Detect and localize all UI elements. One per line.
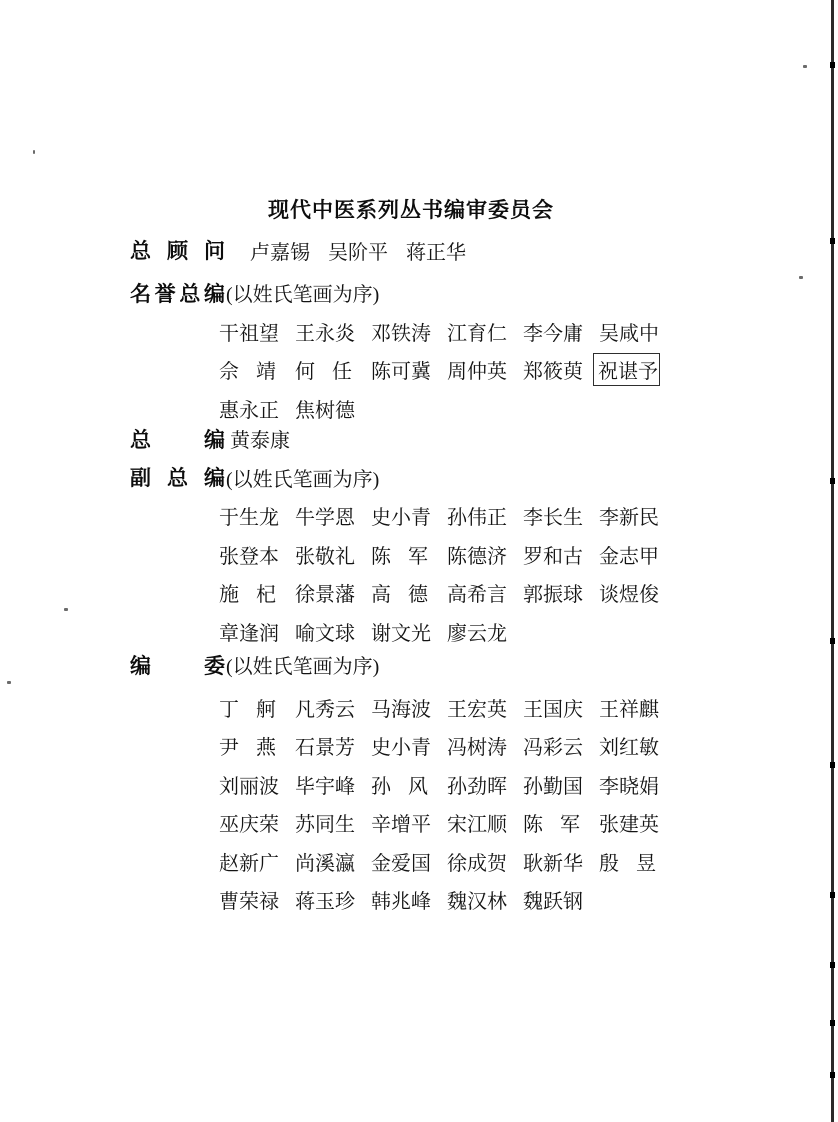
member-name: 郭 振 球 xyxy=(523,584,583,607)
member-name: 焦 树 德 xyxy=(295,399,355,422)
member-name: 徐 成 贺 xyxy=(447,852,507,875)
member-name: 施 杞 xyxy=(219,584,276,607)
section-honorary-chief-editors xyxy=(130,274,710,428)
scan-edge-line xyxy=(831,0,834,1122)
member-name: 李 今 庸 xyxy=(523,322,583,345)
name-row xyxy=(219,535,710,574)
member-name: 宋 江 顺 xyxy=(447,814,507,837)
member-name: 辛 增 平 xyxy=(371,814,431,837)
scan-edge-artifact xyxy=(830,478,835,484)
scan-edge-artifact xyxy=(830,962,835,968)
name-row xyxy=(219,351,710,390)
member-name: 于 生 龙 xyxy=(219,507,279,530)
member-name: 廖 云 龙 xyxy=(447,622,507,645)
member-name: 蒋 正 华 xyxy=(406,241,466,264)
member-name: 陈 可 冀 xyxy=(371,361,431,384)
member-name: 李 新 民 xyxy=(599,507,659,530)
sort-order-note: (以姓氏笔画为序) xyxy=(226,656,380,679)
member-name: 郑 筱 萸 xyxy=(523,361,583,384)
name-row xyxy=(219,804,710,843)
role-label-editorial-board: 编 委 xyxy=(130,654,225,678)
member-name: 黄 泰 康 xyxy=(230,430,290,453)
member-name: 王 永 炎 xyxy=(295,322,355,345)
member-name: 谈 煜 俊 xyxy=(599,584,659,607)
member-name: 江 育 仁 xyxy=(447,322,507,345)
section-head xyxy=(130,646,710,685)
section-head xyxy=(130,420,710,459)
name-row xyxy=(219,765,710,804)
member-name: 金 爱 国 xyxy=(371,852,431,875)
member-name: 凡 秀 云 xyxy=(295,698,355,721)
section-deputy-chief-editors xyxy=(130,458,710,651)
name-row xyxy=(250,236,484,265)
role-label-chief-editor: 总 编 xyxy=(130,428,225,452)
member-name: 李 长 生 xyxy=(523,507,583,530)
member-name: 罗 和 古 xyxy=(523,545,583,568)
member-name: 王 祥 麒 xyxy=(599,698,659,721)
member-name: 张 建 英 xyxy=(599,814,659,837)
member-name: 蒋 玉 珍 xyxy=(295,891,355,914)
name-row xyxy=(219,688,710,727)
scan-speck xyxy=(64,608,68,611)
member-name: 牛 学 恩 xyxy=(295,507,355,530)
member-name: 刘 丽 波 xyxy=(219,775,279,798)
member-name: 吴 咸 中 xyxy=(599,322,659,345)
scan-edge-artifact xyxy=(830,238,835,244)
section-head xyxy=(130,231,710,270)
member-name: 王 宏 英 xyxy=(447,698,507,721)
member-name: 章 逢 润 xyxy=(219,622,279,645)
member-name: 殷 昱 xyxy=(599,852,656,875)
section-chief-editor xyxy=(130,420,710,459)
member-name: 魏 汉 林 xyxy=(447,891,507,914)
member-name: 张 登 本 xyxy=(219,545,279,568)
member-name: 佘 靖 xyxy=(219,361,276,384)
scan-speck xyxy=(803,65,807,68)
member-name: 张 敬 礼 xyxy=(295,545,355,568)
member-name: 韩 兆 峰 xyxy=(371,891,431,914)
member-name: 干 祖 望 xyxy=(219,322,279,345)
scan-speck xyxy=(7,681,11,684)
member-name: 孙 伟 正 xyxy=(447,507,507,530)
member-name-boxed: 祝 谌 予 xyxy=(593,353,660,386)
member-name: 丁 舸 xyxy=(219,698,276,721)
member-name: 冯 彩 云 xyxy=(523,737,583,760)
scan-edge-artifact xyxy=(830,1020,835,1026)
name-row xyxy=(219,574,710,613)
member-name: 石 景 芳 xyxy=(295,737,355,760)
section-chief-advisors xyxy=(130,231,710,270)
member-name: 毕 宇 峰 xyxy=(295,775,355,798)
member-name: 喻 文 球 xyxy=(295,622,355,645)
section-head xyxy=(130,458,710,497)
member-name: 徐 景 藩 xyxy=(295,584,355,607)
member-name: 谢 文 光 xyxy=(371,622,431,645)
member-name: 曹 荣 禄 xyxy=(219,891,279,914)
role-label-chief-advisors: 总 顾 问 xyxy=(130,240,225,264)
member-name: 陈 军 xyxy=(523,814,580,837)
member-name: 惠 永 正 xyxy=(219,399,279,422)
scan-speck xyxy=(33,150,35,154)
member-name: 邓 铁 涛 xyxy=(371,322,431,345)
member-name: 马 海 波 xyxy=(371,698,431,721)
name-row xyxy=(230,424,306,453)
committee-list xyxy=(130,231,710,919)
member-name: 高 德 xyxy=(371,584,428,607)
member-name: 王 国 庆 xyxy=(523,698,583,721)
name-row xyxy=(219,497,710,536)
member-name: 周 仲 英 xyxy=(447,361,507,384)
member-name: 巫 庆 荣 xyxy=(219,814,279,837)
member-name: 赵 新 广 xyxy=(219,852,279,875)
scan-edge-artifact xyxy=(830,1072,835,1078)
member-name: 何 任 xyxy=(295,361,352,384)
member-name: 孙 劲 晖 xyxy=(447,775,507,798)
member-name: 史 小 青 xyxy=(371,737,431,760)
scan-edge-artifact xyxy=(830,762,835,768)
sort-order-note: (以姓氏笔画为序) xyxy=(226,284,380,307)
role-label-deputy-chief-editors: 副 总 编 xyxy=(130,467,225,491)
member-name: 冯 树 涛 xyxy=(447,737,507,760)
member-name: 苏 同 生 xyxy=(295,814,355,837)
name-row xyxy=(219,727,710,766)
member-name: 魏 跃 钢 xyxy=(523,891,583,914)
member-name: 刘 红 敏 xyxy=(599,737,659,760)
sort-order-note: (以姓氏笔画为序) xyxy=(226,468,380,491)
member-name: 李 晓 娟 xyxy=(599,775,659,798)
member-name: 陈 德 济 xyxy=(447,545,507,568)
member-name: 金 志 甲 xyxy=(599,545,659,568)
member-name: 尹 燕 xyxy=(219,737,276,760)
scan-speck xyxy=(799,276,803,279)
member-name: 陈 军 xyxy=(371,545,428,568)
member-name: 孙 勤 国 xyxy=(523,775,583,798)
section-head xyxy=(130,274,710,313)
member-name: 高 希 言 xyxy=(447,584,507,607)
name-row xyxy=(219,312,710,351)
member-name: 卢 嘉 锡 xyxy=(250,241,310,264)
scan-edge-artifact xyxy=(830,62,835,68)
role-label-honorary-chief-editors: 名 誉 总 编 xyxy=(130,282,225,306)
name-row xyxy=(219,881,710,920)
scan-edge-artifact xyxy=(830,638,835,644)
section-editorial-board xyxy=(130,646,710,920)
member-name: 尚 溪 瀛 xyxy=(295,852,355,875)
member-name: 史 小 青 xyxy=(371,507,431,530)
name-row xyxy=(219,842,710,881)
member-name: 耿 新 华 xyxy=(523,852,583,875)
page-title: 现代中医系列丛书编审委员会 xyxy=(268,199,554,222)
member-name: 吴 阶 平 xyxy=(328,241,388,264)
member-name: 孙 风 xyxy=(371,775,428,798)
scan-edge-artifact xyxy=(830,892,835,898)
